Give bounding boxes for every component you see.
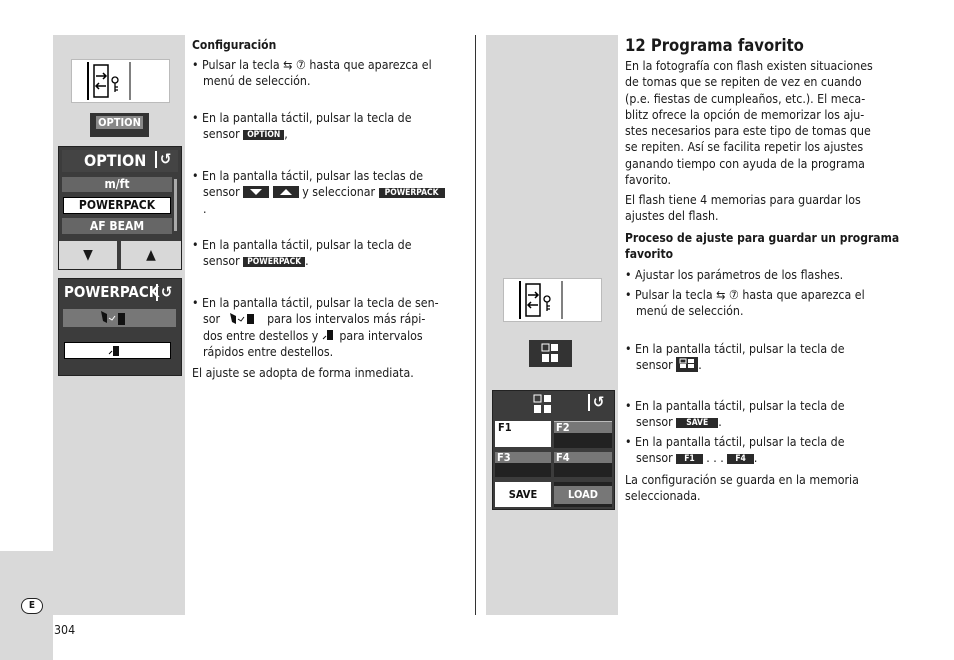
left-heading: Configuración [192, 38, 277, 52]
section-title: 12 Programa favorito [625, 36, 804, 55]
back-icon[interactable]: ↺ [156, 284, 172, 301]
powerpack-screen [58, 278, 182, 376]
right-bullet-5: • En la pantalla táctil, pulsar la tecla de sensor F1 . . . F4 . [625, 435, 845, 466]
memory-f4[interactable]: F4 [554, 452, 612, 477]
menu-item-af-beam[interactable]: AF BEAM [62, 218, 172, 234]
fast-interval-icon [63, 309, 176, 327]
mode-key-icon [504, 279, 601, 321]
right-bullet-3: • En la pantalla táctil, pulsar la tecla de sensor . [625, 342, 845, 373]
left-bullet-5: • En la pantalla táctil, pulsar la tecla de sen- sor para los intervalos más rápi- dos entre destellos y para intervalos rápidos entre destellos. [192, 296, 439, 359]
menu-scrollbar[interactable] [174, 179, 177, 231]
menu-item-powerpack[interactable]: POWERPACK [63, 197, 171, 214]
right-bullet-4: • En la pantalla táctil, pulsar la tecla de sensor SAVE . [625, 399, 845, 430]
favorite-program-icon [529, 340, 572, 367]
favorite-program-icon [533, 393, 555, 415]
right-memories-text: El flash tiene 4 memorias para guardar los ajustes del flash. [625, 193, 861, 224]
right-bullet-2: • Pulsar la tecla ⇆ ⑦ hasta que aparezca el menú de selección. [625, 288, 865, 319]
f1-sensor-key: F1 [676, 454, 703, 464]
right-intro: En la fotografía con flash existen situaciones de tomas que se repiten de vez en cuando (p.e. fiestas de cumpleaños, etc.). El meca- blitz ofrece la opción de memorizar los aju- stes necesarios para este tipo de tomas que se repiten. Así se facilita repetir los ajustes ganando tiempo con ayuda de la programa favorito. [625, 59, 873, 188]
option-key-label: OPTION [96, 116, 143, 129]
memory-f1[interactable]: F1 [495, 421, 551, 447]
right-bullet-1: • Ajustar los parámetros de los flashes. [625, 268, 844, 282]
memory-f2[interactable]: F2 [554, 421, 612, 448]
f4-sensor-key: F4 [727, 454, 754, 464]
menu-item-mft[interactable]: m/ft [62, 177, 172, 192]
favorite-key-illustration [529, 340, 572, 367]
option-sensor-key: OPTION [243, 130, 284, 140]
memory-f3[interactable]: F3 [495, 452, 551, 477]
option-menu-title-text: OPTION [84, 151, 147, 170]
left-final-text: El ajuste se adopta de forma inmediata. [192, 366, 414, 380]
normal-interval-icon [322, 329, 336, 341]
right-subheading: Proceso de ajuste para guardar un programa favorito [625, 231, 900, 262]
scroll-down-button[interactable]: ▼ [59, 241, 117, 269]
scroll-up-button[interactable]: ▲ [121, 241, 181, 269]
right-illustration-column [486, 35, 618, 615]
option-key-illustration [90, 113, 149, 137]
option-menu-screen [58, 146, 182, 270]
normal-interval-icon [65, 343, 170, 358]
favorite-memory-screen [492, 390, 615, 510]
left-bullet-1: • Pulsar la tecla ⇆ ⑦ hasta que aparezca el menú de selección. [192, 58, 432, 89]
swap-arrows-icon: ⇆ [716, 288, 726, 302]
powerpack-sensor-key: POWERPACK [243, 257, 305, 267]
save-button[interactable]: SAVE [495, 482, 551, 507]
language-badge: E [21, 598, 43, 614]
left-bullet-2: • En la pantalla táctil, pulsar la tecla de sensor OPTION , [192, 111, 412, 142]
powerpack-title-text: POWERPACK [64, 283, 160, 301]
left-bullet-4: • En la pantalla táctil, pulsar la tecla de sensor POWERPACK . [192, 238, 412, 269]
right-final-text: La configuración se guarda en la memoria seleccionada. [625, 473, 859, 504]
up-arrow-key-icon [273, 186, 299, 198]
save-sensor-key: SAVE [676, 418, 718, 428]
back-icon[interactable]: ↺ [155, 151, 171, 168]
down-arrow-key-icon [243, 186, 269, 198]
fast-interval-icon [224, 312, 264, 324]
load-button[interactable]: LOAD [554, 482, 612, 507]
powerpack-normal-option[interactable] [64, 342, 171, 359]
powerpack-sensor-key: POWERPACK [379, 188, 445, 198]
favorite-sensor-key [676, 357, 698, 372]
page-number: 304 [54, 623, 76, 637]
powerpack-fast-option[interactable] [63, 309, 176, 327]
flash-unit-key-illustration [71, 59, 170, 103]
favorite-program-icon [679, 358, 695, 369]
flash-unit-key-illustration [503, 278, 602, 322]
back-icon[interactable]: ↺ [588, 394, 604, 411]
column-divider [475, 35, 476, 615]
mode-key-icon [72, 60, 169, 102]
swap-arrows-icon: ⇆ [283, 58, 293, 72]
left-bullet-3: • En la pantalla táctil, pulsar las teclas de sensor y seleccionar POWERPACK . [192, 168, 472, 217]
